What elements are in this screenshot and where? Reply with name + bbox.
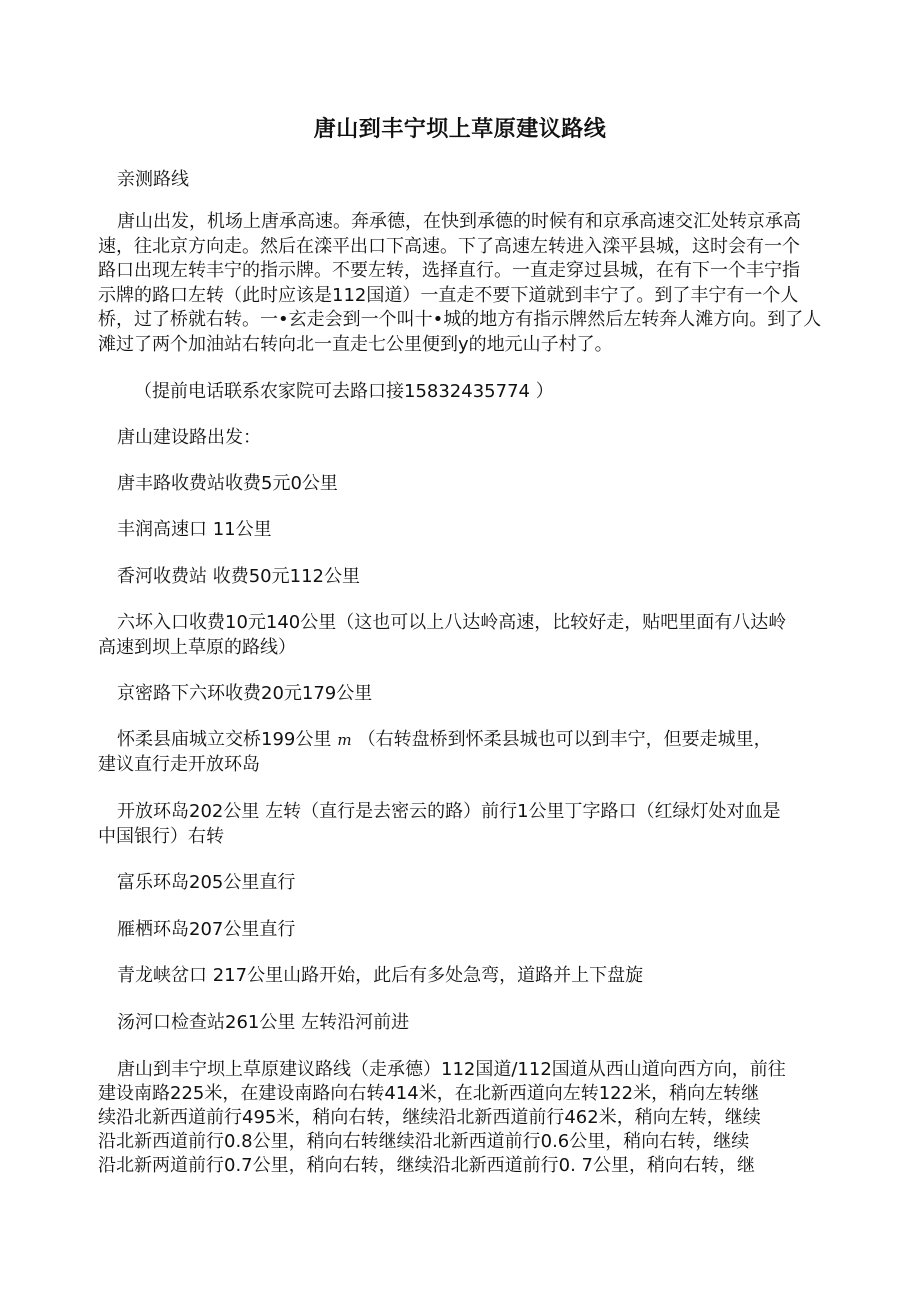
text-line: 示牌的路口左转（此时应该是112国道）一直走不要下道就到丰宁了。到了丰宁有一个人 (98, 284, 799, 306)
paragraph-step (98, 871, 838, 896)
text-line: 唐山到丰宁坝上草原建议路线（走承德）112国道/112国道从西山道向西方向，前往 (117, 1059, 786, 1080)
text-segment: 怀柔县庙城立交桥199公里 (117, 729, 332, 750)
text-line: 六坏入口收费10元140公里（这也可以上八达岭高速，比较好走，贴吧里面有八达岭 (117, 612, 787, 633)
text-line (98, 728, 838, 753)
text-line: 雁栖环岛207公里直行 (117, 919, 296, 940)
text-line: 沿北新两道前行0.7公里，稍向右转，继续沿北新西道前行0. 7公里，稍向右转，继 (98, 1155, 755, 1176)
paragraph-step (98, 964, 838, 989)
document-title: 唐山到丰宁坝上草原建议路线 (313, 117, 607, 142)
paragraph-step (98, 565, 838, 590)
paragraph-step (98, 472, 838, 497)
text-line: 路口出现左转丰宁的指示牌。不要左转，选择直行。一直走穿过县城，在有下一个丰宁指 (98, 260, 800, 282)
text-line: 高速到坝上草原的路线） (98, 636, 296, 658)
paragraph-section-label (98, 168, 838, 193)
text-line: 沿北新西道前行0.8公里，稍向右转继续沿北新西道前行0.6公里，稍向右转，继续 (98, 1131, 750, 1152)
text-line: 开放环岛202公里 左转（直行是去密云的路）前行1公里丁字路口（红绿灯处对血是 (117, 801, 781, 822)
paragraph-step (98, 918, 838, 943)
paragraph-step (98, 611, 838, 660)
text-line: 香河收费站 收费50元112公里 (117, 566, 360, 587)
paragraph-chengde-route (98, 1058, 838, 1178)
text-line: 汤河口检查站261公里 左转沿河前进 (117, 1012, 410, 1033)
paragraph-step (98, 682, 838, 707)
text-line: 速，往北京方向走。然后在滦平出口下高速。下了高速左转进入滦平县城，这时会有一个 (98, 235, 800, 257)
paragraph-step (98, 728, 838, 777)
text-line: 唐山建设路出发： (117, 427, 261, 448)
text-line: 桥，过了桥就右转。一•玄走会到一个叫十•城的地方有指示牌然后左转奔人滩方向。到了人 (98, 309, 822, 331)
text-line: 唐丰路收费站收费5元0公里 (117, 473, 338, 494)
text-line: 唐山出发，机场上唐承高速。奔承德，在快到承德的时候有和京承高速交汇处转京承高 (117, 211, 801, 232)
text-line: 中国银行）右转 (98, 825, 224, 847)
text-line: 建议直行走开放环岛 (98, 753, 260, 775)
text-line: 富乐环岛205公里直行 (117, 872, 296, 893)
text-line: （提前电话联系农家院可去路口接15832435774 ） (134, 381, 554, 402)
paragraph-start (98, 426, 838, 451)
paragraph-step (98, 1011, 838, 1036)
italic-mark: m (337, 731, 352, 749)
text-line: 建设南路225米，在建设南路向右转414米，在北新西道向左转122米，稍向左转继 (98, 1083, 760, 1104)
text-line: 亲测路线 (117, 169, 189, 190)
paragraph-step (98, 518, 838, 543)
text-line: 京密路下六环收费20元179公里 (117, 683, 373, 704)
paragraph-step (98, 800, 838, 849)
text-line: 青龙峡岔口 217公里山路开始，此后有多处急弯，道路并上下盘旋 (117, 965, 644, 986)
text-line: 滩过了两个加油站右转向北一直走七公里便到y的地元山子村了。 (98, 333, 613, 355)
text-segment: （右转盘桥到怀柔县城也可以到丰宁，但要走城里， (357, 729, 772, 750)
paragraph-route-description (98, 210, 838, 358)
text-line: 丰润高速口 11公里 (117, 519, 272, 540)
paragraph-phone-note (98, 380, 838, 405)
text-line: 续沿北新西道前行495米，稍向右转，继续沿北新西道前行462米，稍向左转，继续 (98, 1107, 761, 1128)
